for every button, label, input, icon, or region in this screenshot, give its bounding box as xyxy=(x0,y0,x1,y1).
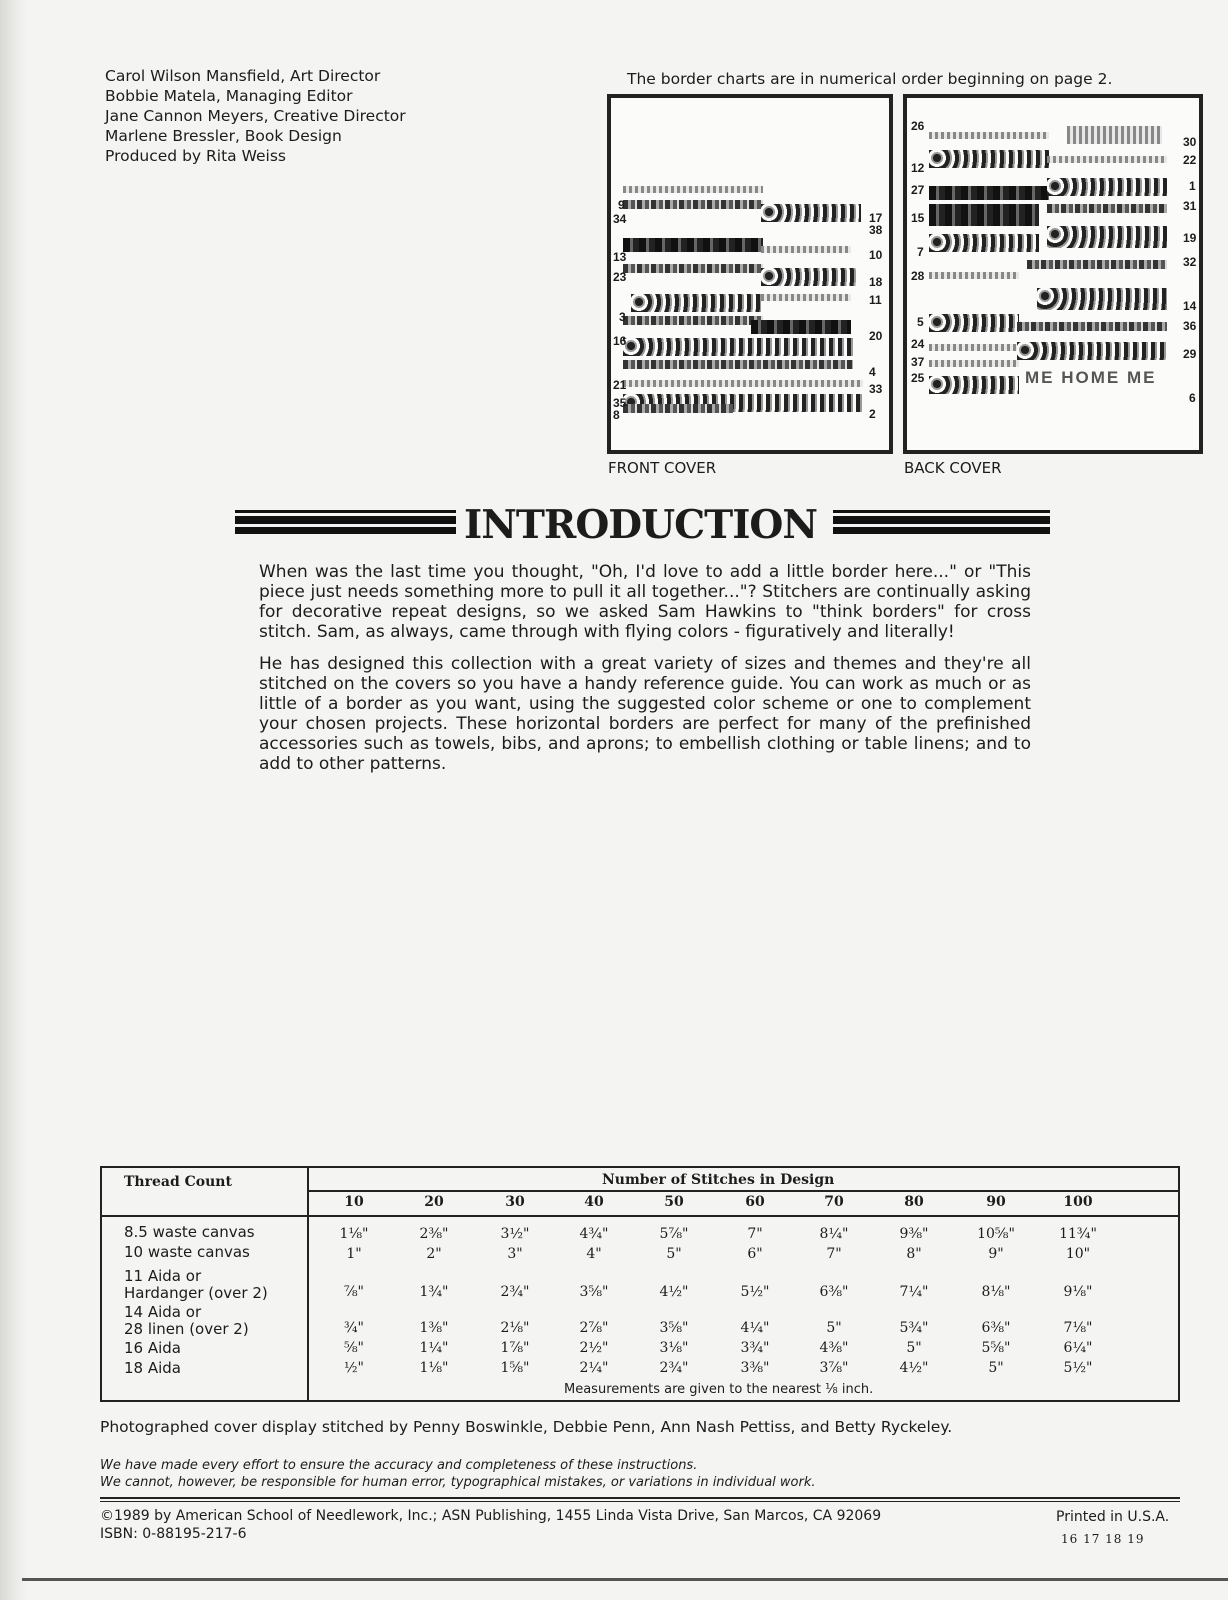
border-band xyxy=(1047,178,1167,196)
border-number: 4 xyxy=(869,365,876,379)
border-band xyxy=(1047,204,1167,213)
border-band xyxy=(1047,156,1167,163)
table-cell: 7¼" xyxy=(899,1284,929,1300)
table-cell: 5" xyxy=(988,1360,1004,1376)
table-cell: 9⅜" xyxy=(899,1226,929,1242)
table-cell: ⅞" xyxy=(343,1284,364,1300)
table-cell: 4¼" xyxy=(740,1320,770,1336)
border-band xyxy=(1067,126,1162,144)
border-number: 32 xyxy=(1183,255,1197,269)
table-cell: 5½" xyxy=(1063,1360,1093,1376)
border-number: 13 xyxy=(613,250,627,264)
print-run-numbers: 16 17 18 19 xyxy=(1061,1532,1145,1546)
table-cell: 2" xyxy=(426,1246,442,1262)
border-number: 5 xyxy=(917,315,924,329)
column-header: 90 xyxy=(986,1194,1006,1210)
table-cell: 7⅛" xyxy=(1063,1320,1093,1336)
border-band xyxy=(929,344,1019,351)
border-number: 1 xyxy=(1189,179,1196,193)
table-cell: 7" xyxy=(826,1246,842,1262)
home-sign-motif: ME HOME ME xyxy=(1025,368,1157,387)
table-cell: 2¾" xyxy=(659,1360,689,1376)
disclaimer-line: We cannot, however, be responsible for human error, typographical mistakes, or variations in individual work. xyxy=(100,1475,816,1490)
border-number: 27 xyxy=(911,183,925,197)
border-band xyxy=(623,186,763,193)
border-number: 25 xyxy=(911,371,925,385)
intro-paragraph: When was the last time you thought, "Oh, I'd love to add a little border here..." or "This piece just needs something more to pull it all together..."? Stitchers are continually asking for decorative repeat designs, so we asked Sam Hawkins to "think borders" for cross stitch. Sam, as always, came through with flying colors - figuratively and literally! xyxy=(259,562,1031,642)
table-cell: 5" xyxy=(906,1340,922,1356)
border-band xyxy=(929,204,1039,226)
border-band xyxy=(623,338,853,356)
border-band xyxy=(623,360,853,369)
table-cell: 6⅜" xyxy=(819,1284,849,1300)
border-number: 17 xyxy=(869,211,883,225)
border-number: 9 xyxy=(618,198,625,212)
border-band xyxy=(1037,288,1167,310)
photo-credit: Photographed cover display stitched by Penny Boswinkle, Debbie Penn, Ann Nash Pettiss, and Betty Ryckeley. xyxy=(100,1418,953,1436)
border-number: 12 xyxy=(911,161,925,175)
border-band xyxy=(929,132,1049,139)
border-number: 28 xyxy=(911,269,925,283)
table-cell: 6" xyxy=(747,1246,763,1262)
table-cell: 5½" xyxy=(740,1284,770,1300)
column-header: 60 xyxy=(745,1194,765,1210)
border-number: 6 xyxy=(1189,391,1196,405)
table-cell: 3⅞" xyxy=(819,1360,849,1376)
column-header: 70 xyxy=(824,1194,844,1210)
table-cell: 4½" xyxy=(659,1284,689,1300)
border-number: 29 xyxy=(1183,347,1197,361)
border-number: 3 xyxy=(619,310,626,324)
table-cell: 5⅞" xyxy=(659,1226,689,1242)
stitches-header: Number of Stitches in Design xyxy=(602,1172,835,1188)
border-number: 38 xyxy=(869,223,883,237)
charts-note: The border charts are in numerical order beginning on page 2. xyxy=(627,70,1113,88)
table-cell: 1⅜" xyxy=(419,1320,449,1336)
border-band xyxy=(761,204,861,222)
table-divider xyxy=(307,1190,1178,1192)
row-label: 11 Aida or xyxy=(124,1267,202,1285)
page-bottom-edge xyxy=(22,1578,1228,1581)
column-header: 50 xyxy=(664,1194,684,1210)
table-cell: 3" xyxy=(507,1246,523,1262)
border-number: 34 xyxy=(613,212,627,226)
table-cell: 2½" xyxy=(579,1340,609,1356)
border-band xyxy=(1047,226,1167,248)
table-cell: 2⅞" xyxy=(579,1320,609,1336)
disclaimer-line: We have made every effort to ensure the accuracy and completeness of these instructions. xyxy=(100,1458,698,1473)
column-header: 80 xyxy=(904,1194,924,1210)
border-band xyxy=(929,150,1049,168)
table-cell: 2¾" xyxy=(500,1284,530,1300)
border-number: 30 xyxy=(1183,135,1197,149)
border-number: 2 xyxy=(869,407,876,421)
table-cell: 1⅛" xyxy=(339,1226,369,1242)
back-cover-image xyxy=(903,94,1203,454)
section-heading: INTRODUCTION xyxy=(464,502,818,548)
table-cell: 3¾" xyxy=(740,1340,770,1356)
border-band xyxy=(929,314,1019,332)
border-band xyxy=(929,360,1019,367)
border-number: 31 xyxy=(1183,199,1197,213)
row-label: Hardanger (over 2) xyxy=(124,1284,268,1302)
border-number: 36 xyxy=(1183,319,1197,333)
border-number: 26 xyxy=(911,119,925,133)
table-cell: 1⅝" xyxy=(500,1360,530,1376)
border-band xyxy=(623,404,733,413)
table-cell: ⅝" xyxy=(343,1340,364,1356)
table-cell: 4⅜" xyxy=(819,1340,849,1356)
credit-line: Produced by Rita Weiss xyxy=(105,147,287,165)
border-band xyxy=(623,380,863,387)
table-note: Measurements are given to the nearest ⅛ inch. xyxy=(564,1382,874,1397)
border-band xyxy=(623,200,763,209)
stitch-size-table xyxy=(100,1166,1180,1402)
table-divider xyxy=(307,1168,309,1400)
credit-line: Jane Cannon Meyers, Creative Director xyxy=(105,107,406,125)
border-number: 22 xyxy=(1183,153,1197,167)
table-cell: 5¾" xyxy=(899,1320,929,1336)
thread-count-header: Thread Count xyxy=(124,1174,232,1190)
border-band xyxy=(623,238,763,252)
table-cell: 5⅝" xyxy=(981,1340,1011,1356)
border-number: 10 xyxy=(869,248,883,262)
border-number: 23 xyxy=(613,270,627,284)
table-cell: 8⅛" xyxy=(981,1284,1011,1300)
front-cover-caption: FRONT COVER xyxy=(608,459,717,477)
table-cell: 10" xyxy=(1065,1246,1091,1262)
border-number: 21 xyxy=(613,378,627,392)
border-band xyxy=(929,186,1049,200)
table-cell: 3⅜" xyxy=(740,1360,770,1376)
table-cell: 6⅜" xyxy=(981,1320,1011,1336)
table-cell: 3⅛" xyxy=(659,1340,689,1356)
border-number: 24 xyxy=(911,337,925,351)
staff-credits xyxy=(105,66,406,166)
table-cell: 8" xyxy=(906,1246,922,1262)
table-divider xyxy=(102,1215,1178,1217)
border-band xyxy=(929,376,1019,394)
table-cell: ½" xyxy=(343,1360,364,1376)
border-number: 19 xyxy=(1183,231,1197,245)
border-band xyxy=(761,294,851,301)
table-cell: 2¼" xyxy=(579,1360,609,1376)
row-label: 14 Aida or xyxy=(124,1303,202,1321)
border-number: 35 xyxy=(613,396,627,410)
credit-line: Carol Wilson Mansfield, Art Director xyxy=(105,67,381,85)
heading-rule-left xyxy=(235,510,456,534)
table-cell: 1" xyxy=(346,1246,362,1262)
border-number: 15 xyxy=(911,211,925,225)
border-band xyxy=(751,320,851,334)
border-number: 18 xyxy=(869,275,883,289)
table-cell: 4½" xyxy=(899,1360,929,1376)
border-band xyxy=(1027,260,1167,269)
intro-body xyxy=(259,562,1031,786)
table-cell: 8¼" xyxy=(819,1226,849,1242)
table-cell: 4¾" xyxy=(579,1226,609,1242)
footer-rule xyxy=(100,1501,1180,1502)
row-label: 10 waste canvas xyxy=(124,1243,250,1261)
table-cell: 6¼" xyxy=(1063,1340,1093,1356)
copyright-line: ©1989 by American School of Needlework, Inc.; ASN Publishing, 1455 Linda Vista Drive, San Marcos, CA 92069 xyxy=(100,1508,882,1524)
table-cell: 1⅛" xyxy=(419,1360,449,1376)
table-cell: 1¼" xyxy=(419,1340,449,1356)
table-cell: ¾" xyxy=(343,1320,364,1336)
row-label: 8.5 waste canvas xyxy=(124,1223,255,1241)
table-cell: 7" xyxy=(747,1226,763,1242)
table-cell: 9⅛" xyxy=(1063,1284,1093,1300)
row-label: 18 Aida xyxy=(124,1359,181,1377)
footer-rule xyxy=(100,1497,1180,1499)
disclaimer xyxy=(100,1457,816,1491)
column-header: 10 xyxy=(344,1194,364,1210)
intro-paragraph: He has designed this collection with a great variety of sizes and themes and they're all stitched on the covers so you have a handy reference guide. You can work as much or as little of a border as you want, using the suggested color scheme or one to complement your chosen projects. These horizontal borders are perfect for many of the prefinished accessories such as towels, bibs, and aprons; to embellish clothing or table linens; and to add to other patterns. xyxy=(259,654,1031,774)
row-label: 28 linen (over 2) xyxy=(124,1320,249,1338)
border-band xyxy=(623,316,763,325)
border-band xyxy=(1017,322,1167,331)
heading-rule-right xyxy=(833,510,1050,534)
column-header: 20 xyxy=(424,1194,444,1210)
border-band xyxy=(761,246,851,253)
row-label: 16 Aida xyxy=(124,1339,181,1357)
table-cell: 5" xyxy=(666,1246,682,1262)
table-cell: 3⅝" xyxy=(579,1284,609,1300)
table-cell: 1¾" xyxy=(419,1284,449,1300)
table-cell: 2⅛" xyxy=(500,1320,530,1336)
copyright-block xyxy=(100,1507,881,1543)
column-header: 100 xyxy=(1063,1194,1093,1210)
border-number: 14 xyxy=(1183,299,1197,313)
border-number: 16 xyxy=(613,334,627,348)
column-header: 30 xyxy=(505,1194,525,1210)
border-band xyxy=(623,264,763,273)
border-band xyxy=(1017,342,1167,360)
table-cell: 10⅝" xyxy=(977,1226,1015,1242)
table-cell: 5" xyxy=(826,1320,842,1336)
border-number: 8 xyxy=(613,408,620,422)
credit-line: Bobbie Matela, Managing Editor xyxy=(105,87,353,105)
border-number: 33 xyxy=(869,382,883,396)
isbn-line: ISBN: 0-88195-217-6 xyxy=(100,1526,247,1542)
page-edge-shadow xyxy=(0,0,28,1600)
printed-in: Printed in U.S.A. xyxy=(1056,1509,1170,1525)
table-cell: 1⅞" xyxy=(500,1340,530,1356)
border-number: 37 xyxy=(911,355,925,369)
front-cover-image xyxy=(607,94,893,454)
table-cell: 3½" xyxy=(500,1226,530,1242)
border-number: 7 xyxy=(917,245,924,259)
border-number: 11 xyxy=(869,293,882,307)
border-band xyxy=(929,272,1019,279)
table-cell: 3⅝" xyxy=(659,1320,689,1336)
back-cover-caption: BACK COVER xyxy=(904,459,1002,477)
border-number: 20 xyxy=(869,329,883,343)
border-band xyxy=(761,268,856,286)
border-band xyxy=(929,234,1039,252)
credit-line: Marlene Bressler, Book Design xyxy=(105,127,342,145)
column-header: 40 xyxy=(584,1194,604,1210)
table-cell: 2⅜" xyxy=(419,1226,449,1242)
table-cell: 4" xyxy=(586,1246,602,1262)
table-cell: 9" xyxy=(988,1246,1004,1262)
table-cell: 11¾" xyxy=(1059,1226,1097,1242)
border-band xyxy=(631,294,761,312)
